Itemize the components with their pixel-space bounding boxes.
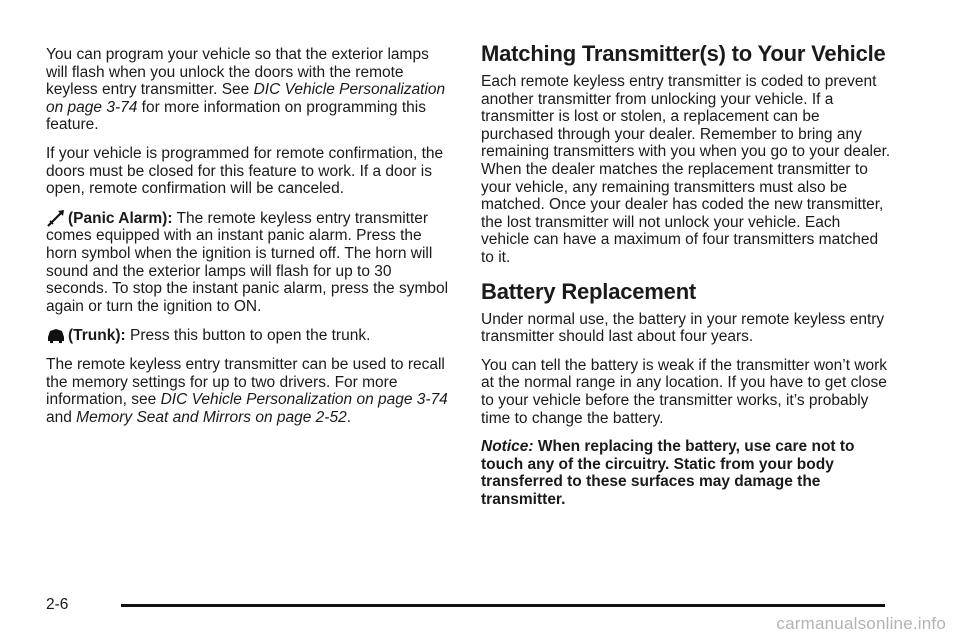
battery-weak-paragraph: You can tell the battery is weak if the transmitter won’t work at the normal range in any location. If you have to get close to your vehicle before the transmitter works, it’s probably time to change the battery. <box>481 356 888 427</box>
section-heading: Battery Replacement <box>481 278 697 304</box>
panic-alarm-text: The remote keyless entry transmitter comes equipped with an instant panic alarm. Press the horn symbol when the ignition is turned off. The horn will sound and the exterior lamps will flash for up to 30 seconds. To stop the instant panic alarm, press the symbol again or turn the ignition to ON. <box>46 209 449 315</box>
trunk-label: (Trunk): <box>68 327 126 345</box>
horn-icon <box>46 209 66 227</box>
trunk-paragraph <box>46 326 450 345</box>
battery-life-paragraph: Under normal use, the battery in your remote keyless entry transmitter should last about four years. <box>481 310 885 346</box>
intro-paragraph <box>46 46 450 134</box>
cross-reference-link[interactable]: DIC Vehicle Personalization on page 3-74 <box>46 81 446 116</box>
memory-text-mid: and <box>46 408 77 426</box>
remote-confirmation-paragraph: If your vehicle is programmed for remote confirmation, the doors must be closed for this feature to work. If a door is open, remote confirmation will be canceled. <box>46 144 444 198</box>
footer-rule <box>121 604 885 607</box>
matching-paragraph: Each remote keyless entry transmitter is coded to prevent another transmitter from unlocking your vehicle. If a transmitter is lost or stolen, a replacement can be purchased through your dealer. Remember to bring any remaining transmitters with you when you go to your dealer. When the dealer matches the replacement transmitter to your vehicle, any remaining transmitters must also be matched. Once your dealer has coded the new transmitter, the lost transmitter will not unlock your vehicle. Each vehicle can have a maximum of four transmitters matched to it. <box>481 73 891 266</box>
page-number: 2-6 <box>46 596 69 613</box>
section-heading: Matching Transmitter(s) to Your Vehicle <box>481 41 886 66</box>
panic-alarm-paragraph <box>46 209 450 316</box>
cross-reference-link[interactable]: Memory Seat and Mirrors on page 2-52 <box>76 408 347 426</box>
trunk-icon <box>46 326 66 344</box>
panic-alarm-label: (Panic Alarm): <box>68 209 173 227</box>
memory-settings-paragraph <box>46 356 450 426</box>
intro-text-end: for more information on programming this feature. <box>46 98 426 134</box>
notice-paragraph <box>481 438 891 508</box>
memory-text-end: . <box>346 408 352 426</box>
right-column <box>481 40 891 519</box>
memory-text: The remote keyless entry transmitter can be used to recall the memory settings for up to two drivers. For more information, see <box>46 355 445 409</box>
intro-text: You can program your vehicle so that the exterior lamps will flash when you unlock the doors with the remote keyless entry transmitter. See <box>46 46 429 99</box>
notice-label: Notice: <box>481 438 534 456</box>
watermark: carmanualsonline.info <box>776 614 946 633</box>
cross-reference-link[interactable]: DIC Vehicle Personalization on page 3-74 <box>160 391 448 409</box>
left-column <box>46 46 450 437</box>
trunk-text: Press this button to open the trunk. <box>125 327 371 345</box>
notice-text: When replacing the battery, use care not to touch any of the circuitry. Static from your body transferred to these surfaces may damage the transmitter. <box>481 438 855 508</box>
